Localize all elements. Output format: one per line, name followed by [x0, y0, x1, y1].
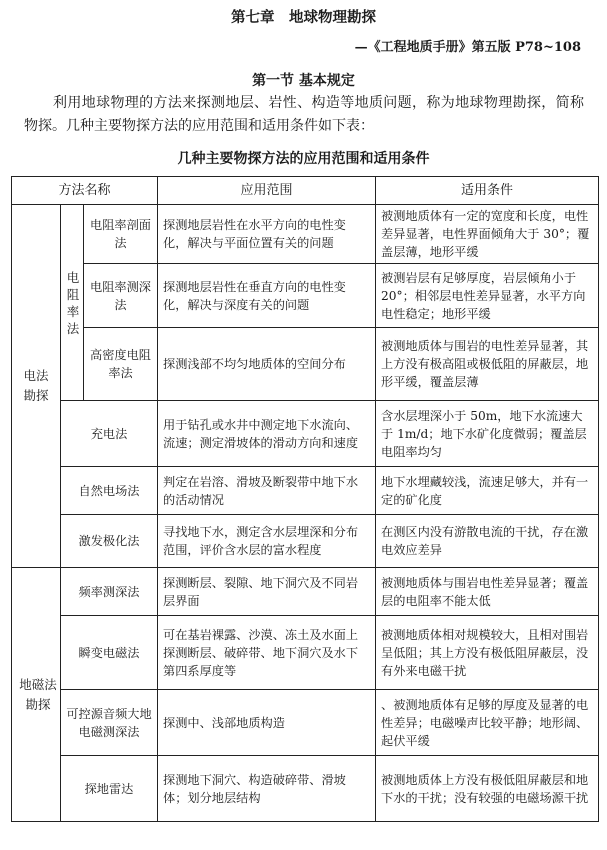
table-row — [12, 467, 599, 515]
method-scope: 探测地层岩性在垂直方向的电性变化，解决与深度有关的问题 — [158, 264, 376, 328]
group-resistivity-label: 电阻率法 — [66, 269, 80, 336]
method-conditions: 被测地质体有一定的宽度和长度，电性差异显著，电性界面倾角大于 30°；覆盖层薄，地形平缓 — [376, 205, 599, 264]
header-method: 方法名称 — [12, 177, 158, 205]
method-conditions: 含水层埋深小于 50m，地下水流速大于 1m/d；地下水矿化度微弱；覆盖层电阻率均匀 — [376, 401, 599, 467]
source-citation: —《工程地质手册》第五版 P78~108 — [354, 40, 581, 55]
method-conditions: 、被测地质体有足够的厚度及显著的电性差异；电磁噪声比较平静；地形阔、起伏平缓 — [376, 690, 599, 756]
header-scope: 应用范围 — [158, 177, 376, 205]
table-row — [12, 616, 599, 690]
methods-table — [11, 176, 599, 822]
intro-paragraph: 利用地球物理的方法来探测地层、岩性、构造等地质问题，称为地球物理勘探，简称物探。几种主要物探方法的应用范围和适用条件如下表： — [24, 95, 584, 134]
method-name: 探地雷达 — [61, 756, 158, 822]
table-row — [12, 690, 599, 756]
method-name: 激发极化法 — [61, 515, 158, 568]
method-conditions: 在测区内没有游散电流的干扰，存在激电效应差异 — [376, 515, 599, 568]
category-electric — [12, 205, 61, 568]
method-conditions: 被测地质体上方没有极低阻屏蔽层和地下水的干扰；没有较强的电磁场源干扰 — [376, 756, 599, 822]
category-electric-label: 电法勘探 — [23, 368, 49, 403]
method-name: 可控源音频大地电磁测深法 — [61, 690, 158, 756]
table-row — [12, 205, 599, 264]
table-row — [12, 568, 599, 616]
method-scope: 探测断层、裂隙、地下洞穴及不同岩层界面 — [158, 568, 376, 616]
method-scope: 判定在岩溶、滑坡及断裂带中地下水的活动情况 — [158, 467, 376, 515]
chapter-title: 第七章 地球物理勘探 — [231, 9, 376, 26]
method-name: 充电法 — [61, 401, 158, 467]
method-scope: 寻找地下水，测定含水层埋深和分布范围，评价含水层的富水程度 — [158, 515, 376, 568]
method-scope: 探测中、浅部地质构造 — [158, 690, 376, 756]
method-name: 频率测深法 — [61, 568, 158, 616]
method-conditions: 地下水埋藏较浅，流速足够大，并有一定的矿化度 — [376, 467, 599, 515]
method-conditions: 被测地质体与围岩电性差异显著；覆盖层的电阻率不能太低 — [376, 568, 599, 616]
table-row — [12, 401, 599, 467]
method-conditions: 被测地质体相对规模较大，且相对围岩呈低阻；其上方没有极低阻屏蔽层，没有外来电磁干扰 — [376, 616, 599, 690]
method-scope: 可在基岩裸露、沙漠、冻土及水面上探测断层、破碎带、地下洞穴及水下第四系厚度等 — [158, 616, 376, 690]
table-row — [12, 515, 599, 568]
method-name: 自然电场法 — [61, 467, 158, 515]
method-name: 高密度电阻率法 — [84, 328, 158, 401]
method-name: 瞬变电磁法 — [61, 616, 158, 690]
category-electromagnetic-label: 地磁法勘探 — [19, 676, 57, 712]
category-electromagnetic — [12, 568, 61, 822]
method-scope: 探测浅部不均匀地质体的空间分布 — [158, 328, 376, 401]
table-row — [12, 328, 599, 401]
header-conditions: 适用条件 — [376, 177, 599, 205]
method-name: 电阻率测深法 — [84, 264, 158, 328]
method-scope: 探测地层岩性在水平方向的电性变化，解决与平面位置有关的问题 — [158, 205, 376, 264]
group-resistivity — [61, 205, 84, 401]
method-conditions: 被测地质体与围岩的电性差异显著，其上方没有极高阻或极低阻的屏蔽层，地形平缓，覆盖层薄 — [376, 328, 599, 401]
table-row — [12, 264, 599, 328]
method-scope: 用于钻孔或水井中测定地下水流向、流速；测定滑坡体的滑动方向和速度 — [158, 401, 376, 467]
method-conditions: 被测岩层有足够厚度，岩层倾角小于 20°；相邻层电性差异显著，水平方向电性稳定；地形平缓 — [376, 264, 599, 328]
table-row — [12, 756, 599, 822]
method-scope: 探测地下洞穴、构造破碎带、滑坡体；划分地层结构 — [158, 756, 376, 822]
table-caption: 几种主要物探方法的应用范围和适用条件 — [177, 151, 430, 167]
table-header-row — [12, 177, 599, 205]
method-name: 电阻率剖面法 — [84, 205, 158, 264]
section-title: 第一节 基本规定 — [252, 73, 355, 89]
